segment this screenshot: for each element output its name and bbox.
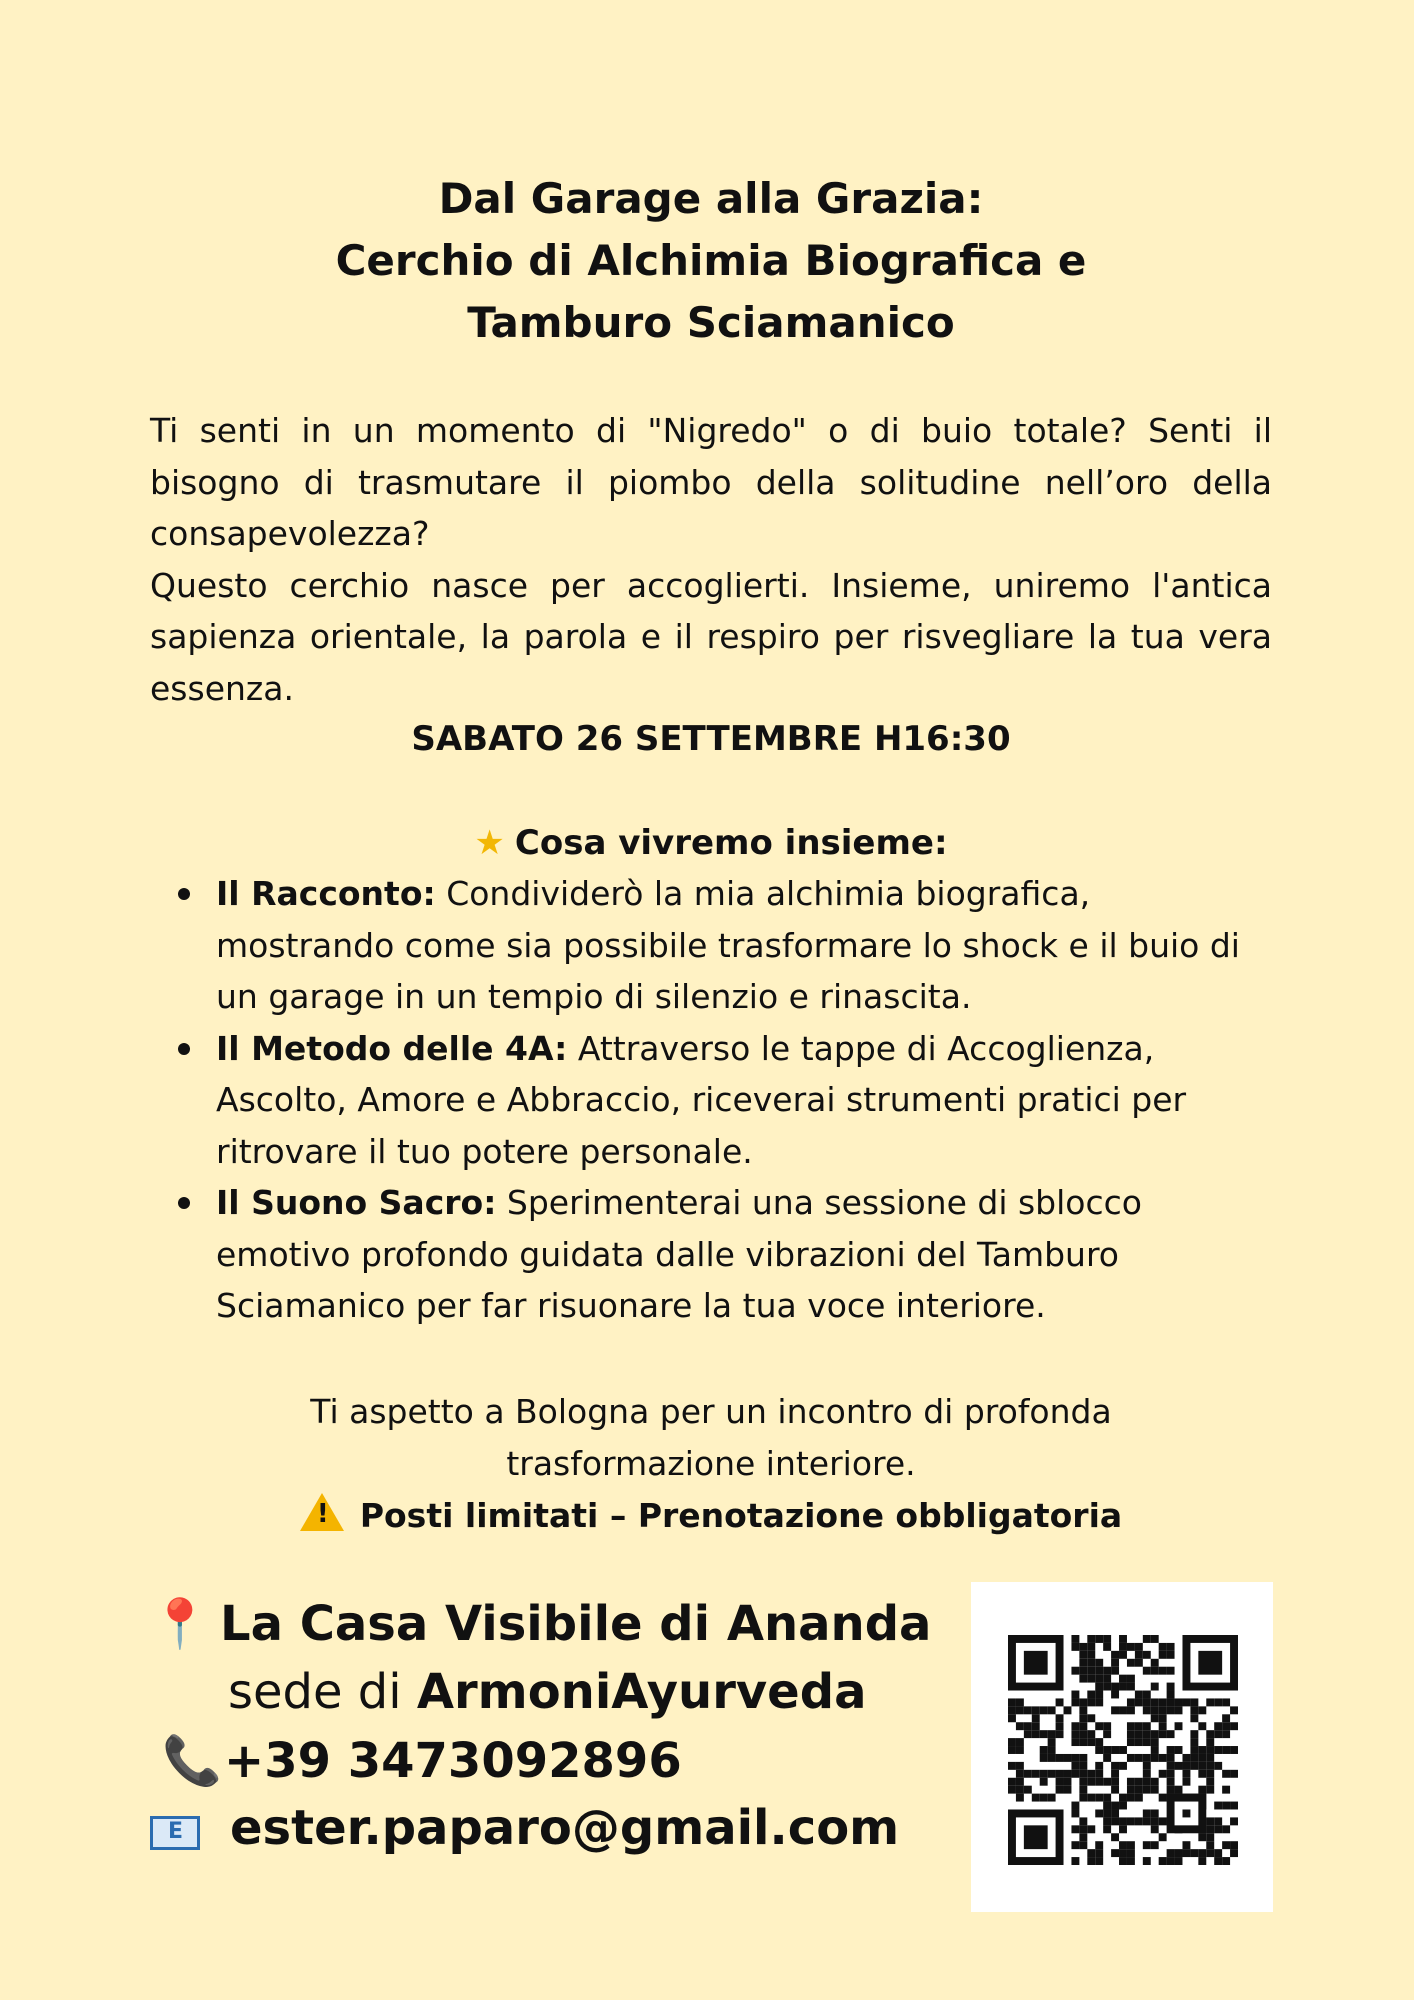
venue-line	[150, 1590, 950, 1658]
event-title	[150, 168, 1272, 354]
warning-icon	[300, 1493, 344, 1531]
intro-text	[150, 405, 1272, 714]
booking-warning	[150, 1489, 1272, 1542]
mail-icon	[150, 1816, 200, 1850]
phone-number[interactable]: +39 3473092896	[224, 1733, 682, 1789]
sede-name: ArmoniAyurveda	[416, 1664, 867, 1720]
star-icon: ★	[474, 823, 505, 863]
list-item	[150, 1177, 1272, 1332]
email-address[interactable]: ester.paparo@gmail.com	[230, 1800, 900, 1856]
venue-name: La Casa Visibile di Ananda	[220, 1596, 932, 1652]
list-item	[150, 1023, 1272, 1178]
item-title: Il Metodo delle 4A:	[216, 1028, 568, 1068]
phone-line	[150, 1727, 950, 1795]
qr-code[interactable]	[1008, 1635, 1238, 1865]
section-heading	[150, 817, 1272, 869]
item-text: Condividerò la mia alchimia biografica, mostrando come sia possibile trasformare lo shock e il buio di un garage in un tempio di silenzio e rinascita.	[216, 874, 1240, 1016]
section-heading-label: Cosa vivremo insieme:	[514, 823, 948, 863]
item-text: Attraverso le tappe di Accoglienza, Ascolto, Amore e Abbraccio, riceverai strumenti pratici per ritrovare il tuo potere personale.	[216, 1028, 1187, 1171]
item-title: Il Racconto:	[216, 874, 436, 913]
intro-paragraph-1: Ti senti in un momento di "Nigredo" o di buio totale? Senti il bisogno di trasmutare il piombo della solitudine nell’oro della consapevolezza?	[150, 411, 1272, 553]
item-title: Il Suono Sacro:	[216, 1183, 497, 1222]
sede-line	[150, 1658, 950, 1726]
pin-icon: 📍	[150, 1596, 210, 1652]
email-line	[150, 1794, 950, 1862]
closing-line-2: trasformazione interiore.	[506, 1443, 916, 1483]
bullet-icon	[178, 1043, 190, 1055]
title-line-2: Cerchio di Alchimia Biografica e	[335, 236, 1087, 285]
title-line-1: Dal Garage alla Grazia:	[438, 174, 984, 223]
bullet-icon	[178, 1197, 190, 1209]
sede-prefix: sede di	[228, 1664, 417, 1720]
closing-line-1: Ti aspetto a Bologna per un incontro di profonda	[310, 1392, 1112, 1431]
closing-text	[150, 1386, 1272, 1542]
list-item	[150, 868, 1272, 1023]
intro-paragraph-2: Questo cerchio nasce per accoglierti. Insieme, uniremo l'antica sapienza orientale, la parola e il respiro per risvegliare la tua vera essenza.	[150, 565, 1272, 708]
qr-code-panel	[971, 1582, 1273, 1912]
event-datetime: SABATO 26 SETTEMBRE H16:30	[411, 719, 1011, 759]
item-text: Sperimenterai una sessione di sblocco emotivo profondo guidata dalle vibrazioni del Tamburo Sciamanico per far risuonare la tua voce interiore.	[216, 1183, 1142, 1325]
title-line-3: Tamburo Sciamanico	[467, 298, 955, 347]
booking-warning-label: Posti limitati – Prenotazione obbligatoria	[359, 1496, 1123, 1535]
bullet-icon	[178, 888, 190, 900]
phone-icon: 📞	[162, 1733, 222, 1789]
activity-list	[150, 868, 1272, 1332]
